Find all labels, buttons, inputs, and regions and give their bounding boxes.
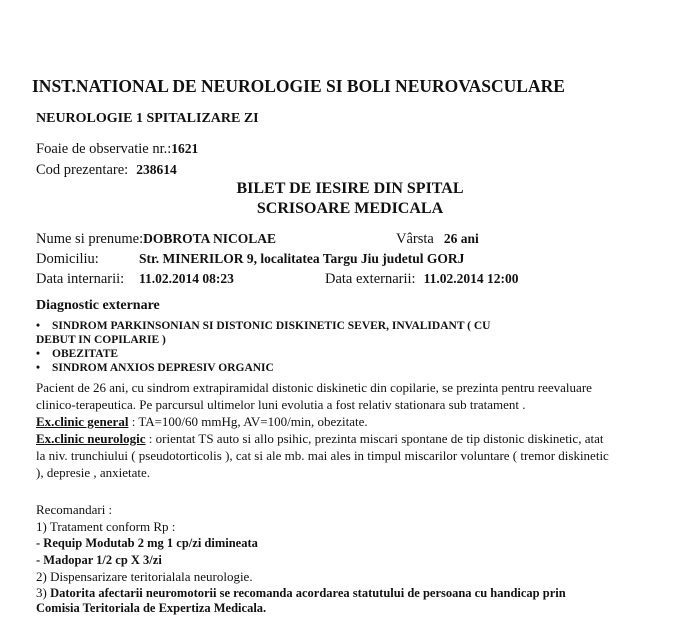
name-value: DOBROTA NICOLAE (143, 231, 277, 246)
exam-neuro-text: : orientat TS auto si allo psihic, prezinta miscari spontane de tip distonic diskinetic, atat (145, 431, 604, 446)
bullet-icon: • (36, 320, 41, 332)
exam-neuro-line-2: la niv. trunchiului ( pseudotorticolis ), cat si ale mb. mai ales in timpul miscarilor voluntare ( tremor diskinetic (36, 448, 609, 463)
diagnostic-item-2 (36, 348, 118, 360)
bullet-icon: • (36, 348, 41, 360)
exam-general-text: : TA=100/60 mmHg, AV=100/min, obezitate. (128, 414, 368, 429)
diagnostic-item-1-text: SINDROM PARKINSONIAN SI DISTONIC DISKINETIC SEVER, INVALIDANT ( CU (52, 320, 491, 332)
patient-name-row (36, 230, 276, 248)
institution-heading: INST.NATIONAL DE NEUROLOGIE SI BOLI NEUROVASCULARE (32, 76, 565, 96)
diagnostic-item-1 (36, 320, 490, 332)
address-value: Str. MINERILOR 9, localitatea Targu Jiu judetul GORJ (139, 251, 465, 266)
admit-value: 11.02.2014 08:23 (139, 271, 234, 286)
exam-general (36, 414, 368, 430)
recommendation-1a: - Requip Modutab 2 mg 1 cp/zi dimineata (36, 536, 258, 550)
discharge-value: 11.02.2014 12:00 (423, 271, 519, 286)
diagnostic-item-1-continued: DEBUT IN COPILARIE ) (36, 334, 166, 346)
recommendation-3-prefix: 3) (36, 585, 51, 600)
name-label: Nume si prenume: (36, 231, 144, 247)
recommendation-2: 2) Dispensarizare teritorialala neurologie. (36, 569, 253, 584)
exam-neuro-label: Ex.clinic neurologic (36, 431, 146, 446)
diagnostic-item-3-text: SINDROM ANXIOS DEPRESIV ORGANIC (52, 362, 274, 374)
admit-row (36, 270, 124, 288)
age-label: Vârsta (396, 231, 434, 247)
recommendation-3-text: Datorita afectarii neuromotorii se recomanda acordarea statutului de persoana cu handicap prin (50, 586, 566, 600)
address-label: Domiciliu: (36, 251, 99, 267)
narrative-line-1: Pacient de 26 ani, cu sindrom extrapiramidal distonic diskinetic din copilarie, se prezinta pentru reevaluare (36, 380, 592, 395)
cod-value: 238614 (136, 162, 177, 177)
discharge-row (325, 270, 518, 288)
discharge-label: Data externarii: (325, 271, 416, 287)
diagnostic-item-2-text: OBEZITATE (52, 348, 119, 360)
document-subtitle: SCRISOARE MEDICALA (256, 200, 444, 217)
bullet-icon: • (36, 362, 41, 374)
foaie-label: Foaie de observatie nr.: (36, 141, 172, 157)
admit-label: Data internarii: (36, 271, 125, 287)
diagnostic-heading: Diagnostic externare (36, 298, 160, 313)
recommendation-1b: - Madopar 1/2 cp X 3/zi (36, 553, 162, 567)
cod-label: Cod prezentare: (36, 162, 129, 178)
exam-neuro (36, 431, 603, 447)
exam-general-label: Ex.clinic general (36, 414, 129, 429)
age-row (396, 230, 479, 248)
narrative-line-2: clinico-terapeutica. Pe parcursul ultimelor luni evolutia a fost relativ stationara sub tratament . (36, 397, 526, 412)
document-title: BILET DE IESIRE DIN SPITAL (236, 180, 464, 197)
department-heading: NEUROLOGIE 1 SPITALIZARE ZI (36, 111, 259, 126)
recommendation-1: 1) Tratament conform Rp : (36, 519, 176, 534)
age-value: 26 ani (443, 231, 479, 246)
recommendation-3 (36, 585, 566, 601)
foaie-row (36, 140, 198, 158)
foaie-value: 1621 (171, 141, 199, 156)
diagnostic-item-3 (36, 362, 274, 374)
recommendation-3-continued: Comisia Teritoriala de Expertiza Medicala. (36, 601, 267, 615)
recommendations-heading: Recomandari : (36, 502, 113, 517)
cod-row (36, 161, 177, 179)
exam-neuro-line-3: ), depresie , anxietate. (36, 465, 151, 480)
address-row (36, 250, 99, 268)
